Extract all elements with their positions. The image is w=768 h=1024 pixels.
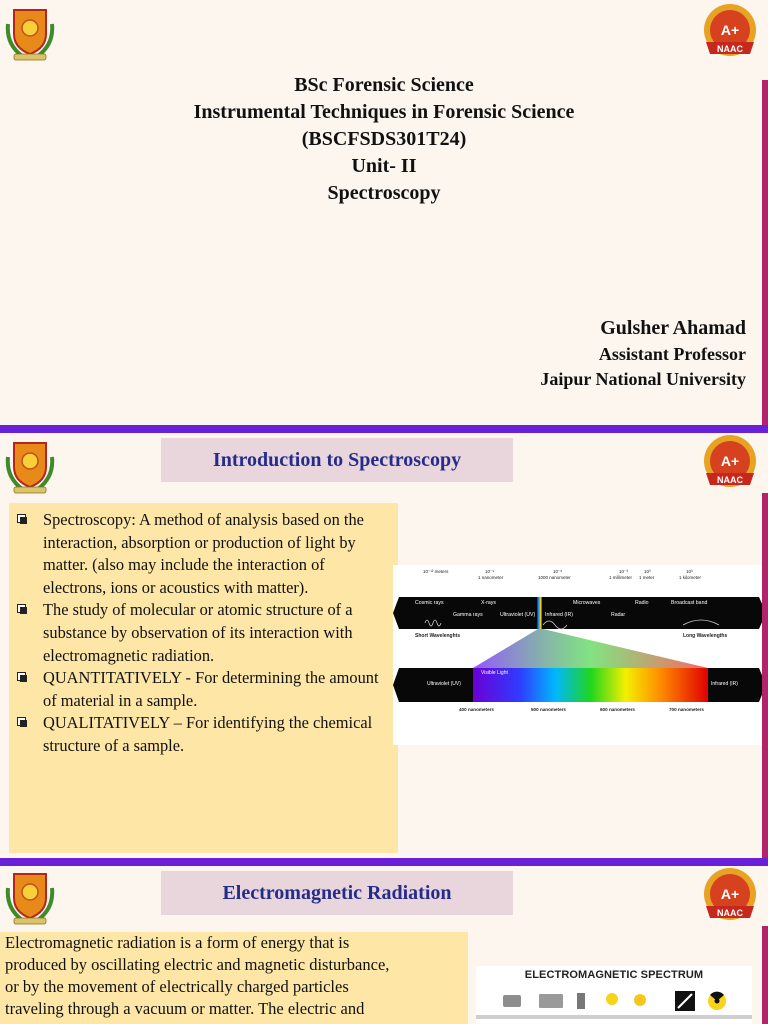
bullet-list (9, 503, 398, 758)
university-crest-logo (4, 437, 56, 495)
title-slide (0, 0, 768, 425)
title-line: BSc Forensic Science (294, 74, 474, 96)
title-line: Instrumental Techniques in Forensic Science (193, 101, 575, 123)
band-label: Radio (635, 600, 649, 606)
band-label: Ultraviolet (UV) (500, 612, 536, 618)
naac-label: NAAC (717, 44, 743, 54)
radio-icon (503, 995, 521, 1007)
nm-tick-label: 400 nanometers (459, 707, 494, 712)
visible-slice (537, 597, 542, 629)
bullet-box (9, 503, 398, 853)
bullet-item (17, 509, 392, 599)
microwave-icon (539, 994, 563, 1008)
naac-badge-icon (700, 433, 760, 495)
paragraph-line: traveling through a vacuum or matter. The electric and (5, 999, 365, 1018)
scale-label: 10⁰ (644, 569, 651, 574)
author-name: Gulsher Ahamad (600, 317, 746, 339)
scale-label: 1 millimeter (609, 575, 633, 580)
long-wavelength-label: Long Wavelengths (683, 633, 728, 639)
bullet-text: QUALITATIVELY – For identifying the chemical structure of a sample. (43, 713, 373, 755)
scale-label: 1 meter (639, 575, 655, 580)
paragraph-line: produced by oscillating electric and magnetic disturbance, (5, 955, 390, 974)
title-block (0, 72, 768, 207)
slide-heading: Electromagnetic Radiation (161, 871, 513, 915)
checkbox-bullet-icon (17, 717, 26, 726)
bullet-item (17, 712, 392, 757)
bullet-item (17, 599, 392, 667)
naac-label: NAAC (717, 475, 743, 485)
title-line: (BSCFSDS301T24) (301, 128, 467, 150)
scale-label: 10⁻⁶ (553, 569, 563, 574)
checkbox-bullet-icon (17, 514, 26, 523)
band-label: Infrared (IR) (545, 612, 573, 618)
short-wavelength-label: Short Wavelenghts (415, 633, 461, 639)
naac-label: NAAC (717, 908, 743, 918)
scale-label: 1000 nanometer (538, 575, 571, 580)
band-label: Microwaves (573, 600, 601, 606)
title-line: Unit- II (351, 155, 417, 177)
band-label: Broadcast band (671, 600, 708, 606)
infrared-icon (577, 993, 585, 1009)
lightbulb-icon (606, 993, 618, 1005)
em-spectrum-infographic (476, 966, 752, 1024)
em-icons-row (476, 981, 752, 1019)
nm-tick-label: 500 nanometers (531, 707, 566, 712)
naac-grade: A+ (720, 22, 740, 38)
bullet-text: Spectroscopy: A method of analysis based on the interaction, absorption or production of light by matter. (also may include the interaction of electrons, ions or acoustics with matter). (43, 510, 364, 597)
visible-light-label: Visible Light (481, 670, 508, 676)
slide-divider (0, 858, 768, 866)
university-crest-logo (4, 4, 56, 62)
nm-tick-label: 600 nanometers (600, 707, 635, 712)
bullet-text: The study of molecular or atomic structure of a substance by observation of its interaction with electromagnetic radiation. (43, 600, 353, 665)
band-label: Cosmic rays (415, 600, 444, 606)
scale-label: 1 nanometer (478, 575, 504, 580)
university-crest-logo (4, 868, 56, 926)
nm-tick-label: 700 nanometers (669, 707, 704, 712)
bullet-text: QUANTITATIVELY - For determining the amount of material in a sample. (43, 668, 379, 710)
electromagnetic-spectrum-diagram (393, 565, 768, 745)
slide-divider (0, 425, 768, 433)
title-line: Spectroscopy (327, 182, 441, 204)
checkbox-bullet-icon (17, 672, 26, 681)
scale-label: 10³ (686, 569, 693, 574)
author-role: Assistant Professor (598, 344, 746, 364)
ir-label: Infrared (IR) (711, 681, 738, 687)
author-block (540, 314, 746, 392)
sun-icon (634, 994, 646, 1006)
visible-expansion-fan (473, 629, 708, 668)
em-radiation-slide (0, 866, 768, 1024)
bullet-item (17, 667, 392, 712)
right-accent-bar (762, 926, 768, 1024)
scale-label: 1 kilometer (679, 575, 702, 580)
visible-spectrum-gradient (473, 668, 708, 702)
scale-label: 10⁻³ (619, 569, 628, 574)
band-label: Radar (611, 612, 626, 618)
intro-slide (0, 433, 768, 858)
checkbox-bullet-icon (17, 604, 26, 613)
right-accent-bar (762, 493, 768, 858)
naac-grade: A+ (720, 453, 740, 469)
naac-badge-icon (700, 866, 760, 928)
scale-label: 10⁻¹² meters (423, 569, 449, 574)
naac-grade: A+ (720, 886, 740, 902)
author-org: Jaipur National University (540, 369, 746, 389)
naac-badge-icon (700, 2, 760, 64)
paragraph-line: or by the movement of electrically charged particles (5, 977, 349, 996)
band-label: Gamma rays (453, 612, 483, 618)
uv-label: Ultraviolet (UV) (427, 681, 461, 687)
em-spectrum-title: ELECTROMAGNETIC SPECTRUM (524, 969, 704, 981)
scale-label: 10⁻⁹ (485, 569, 495, 574)
paragraph-line: Electromagnetic radiation is a form of energy that is (5, 933, 350, 952)
slide-heading: Introduction to Spectroscopy (161, 438, 513, 482)
definition-paragraph (0, 932, 468, 1024)
band-label: X-rays (481, 600, 496, 606)
right-accent-bar (762, 80, 768, 425)
